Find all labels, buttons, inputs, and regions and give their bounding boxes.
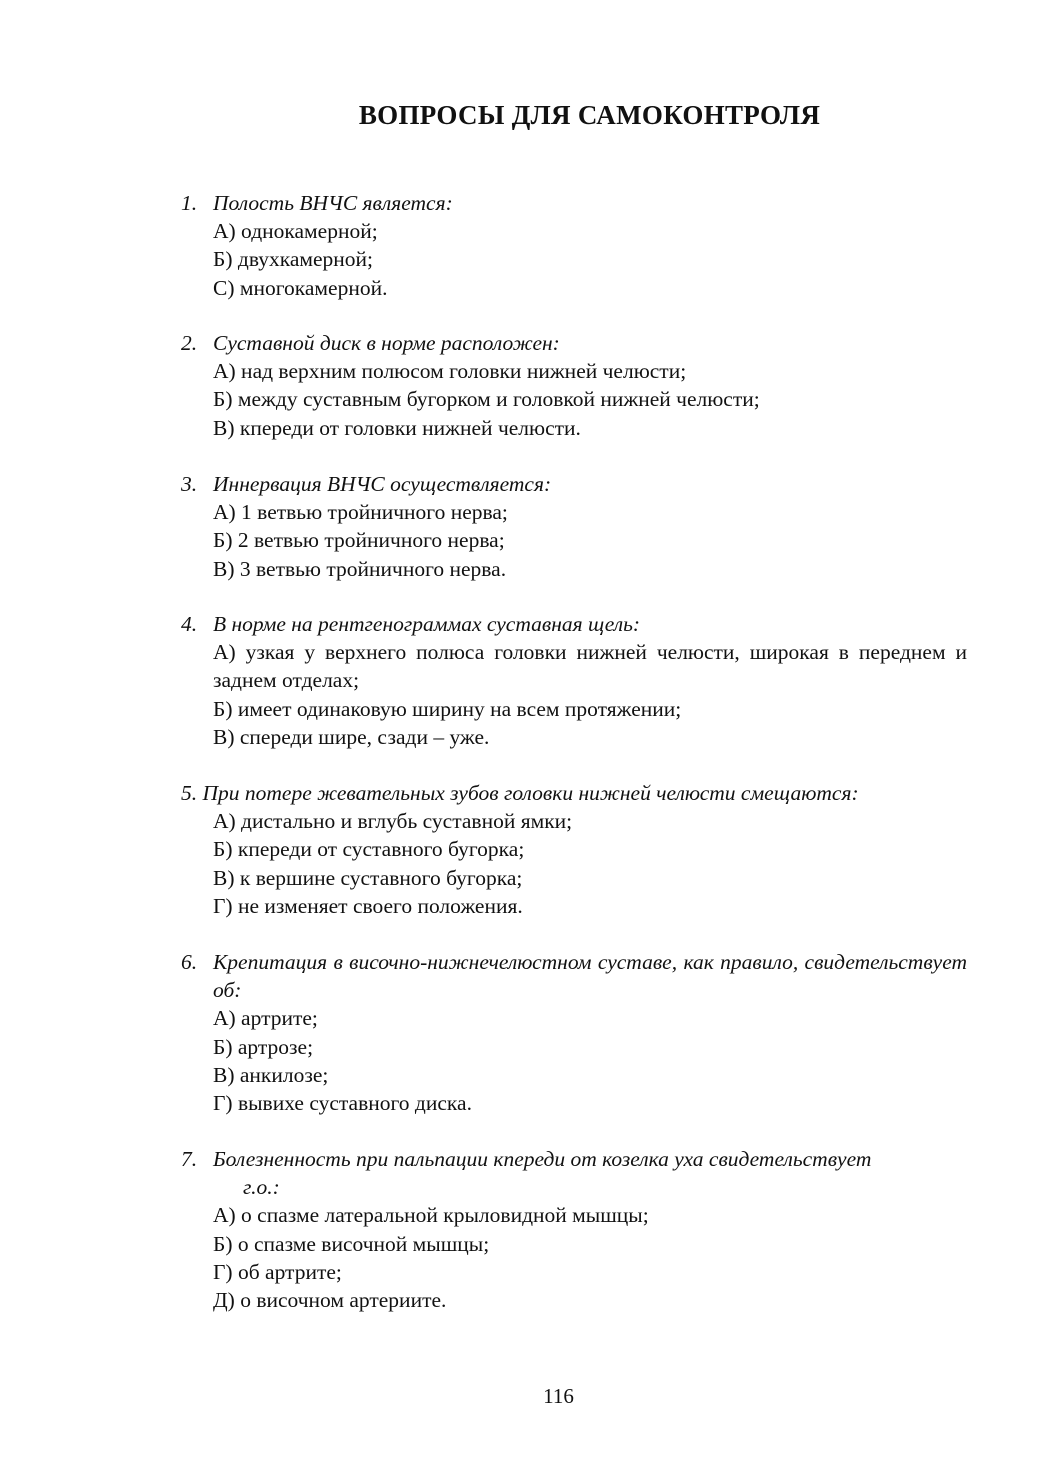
- answer-option: А) над верхним полюсом головки нижней челюсти;: [213, 359, 687, 384]
- answer-option: В) к вершине суставного бугорка;: [213, 865, 523, 890]
- question-stem: [181, 948, 967, 1004]
- question-text: Иннервация ВНЧС осуществляется:: [213, 472, 552, 496]
- question-stem: [181, 189, 967, 217]
- question-number: 2.: [181, 331, 198, 355]
- question-text-continuation: г.о.:: [243, 1175, 280, 1200]
- question-text: Болезненность при пальпации кпереди от козелка уха свидетельствует: [213, 1147, 872, 1171]
- question-1: [181, 189, 967, 302]
- answer-option: А) артрите;: [213, 1006, 318, 1031]
- question-text: Полость ВНЧС является:: [213, 191, 453, 215]
- answer-option: С) многокамерной.: [213, 275, 388, 300]
- answer-option: Б) кпереди от суставного бугорка;: [213, 837, 525, 862]
- page-number: 116: [543, 1384, 574, 1408]
- question-4: [181, 610, 967, 751]
- question-6: [181, 948, 967, 1117]
- answer-option: Б) артрозе;: [213, 1034, 314, 1059]
- question-text: Крепитация в височно-нижнечелюстном суставе, как правило, свидетельствует об:: [213, 950, 967, 1003]
- answer-option: Б) имеет одинаковую ширину на всем протяжении;: [213, 696, 682, 721]
- answer-option: Г) об артрите;: [213, 1259, 342, 1284]
- question-text: При потере жевательных зубов головки нижней челюсти смещаются:: [202, 781, 859, 805]
- answer-option: В) 3 ветвью тройничного нерва.: [213, 556, 507, 581]
- answer-option: Б) 2 ветвью тройничного нерва;: [213, 528, 505, 553]
- answer-option: В) анкилозе;: [213, 1062, 329, 1087]
- answer-option: В) спереди шире, сзади – уже.: [213, 724, 490, 749]
- answer-option: А) однокамерной;: [213, 219, 378, 244]
- answer-option: Д) о височном артериите.: [213, 1288, 447, 1313]
- answer-option: А) дистально и вглубь суставной ямки;: [213, 809, 573, 834]
- answer-option: Б) между суставным бугорком и головкой нижней челюсти;: [213, 387, 760, 412]
- page-title: ВОПРОСЫ ДЛЯ САМОКОНТРОЛЯ: [358, 100, 821, 130]
- question-stem: [181, 779, 967, 807]
- answer-option: Б) о спазме височной мышцы;: [213, 1231, 490, 1256]
- answer-option: Г) вывихе суставного диска.: [213, 1091, 472, 1116]
- question-number: 1.: [181, 191, 198, 215]
- question-2: [181, 329, 967, 442]
- question-text: Суставной диск в норме расположен:: [213, 331, 560, 355]
- question-7: [181, 1145, 967, 1314]
- question-stem: [181, 1145, 967, 1201]
- answer-option: Б) двухкамерной;: [213, 247, 374, 272]
- question-stem: [181, 610, 967, 638]
- question-3: [181, 470, 967, 583]
- question-number: 3.: [181, 472, 198, 496]
- question-stem: [181, 329, 967, 357]
- question-number: 4.: [181, 612, 198, 636]
- question-stem: [181, 470, 967, 498]
- answer-option: А) 1 ветвью тройничного нерва;: [213, 500, 508, 525]
- question-number: 5.: [181, 781, 198, 805]
- answer-option: В) кпереди от головки нижней челюсти.: [213, 415, 581, 440]
- answer-option: Г) не изменяет своего положения.: [213, 893, 523, 918]
- question-number: 6.: [181, 950, 198, 974]
- answer-option: А) узкая у верхнего полюса головки нижней челюсти, широкая в переднем и заднем отделах;: [213, 640, 967, 693]
- answer-option: А) о спазме латеральной крыловидной мышцы;: [213, 1203, 649, 1228]
- question-5: [181, 779, 967, 920]
- question-text: В норме на рентгенограммах суставная щель:: [213, 612, 641, 636]
- question-number: 7.: [181, 1147, 198, 1171]
